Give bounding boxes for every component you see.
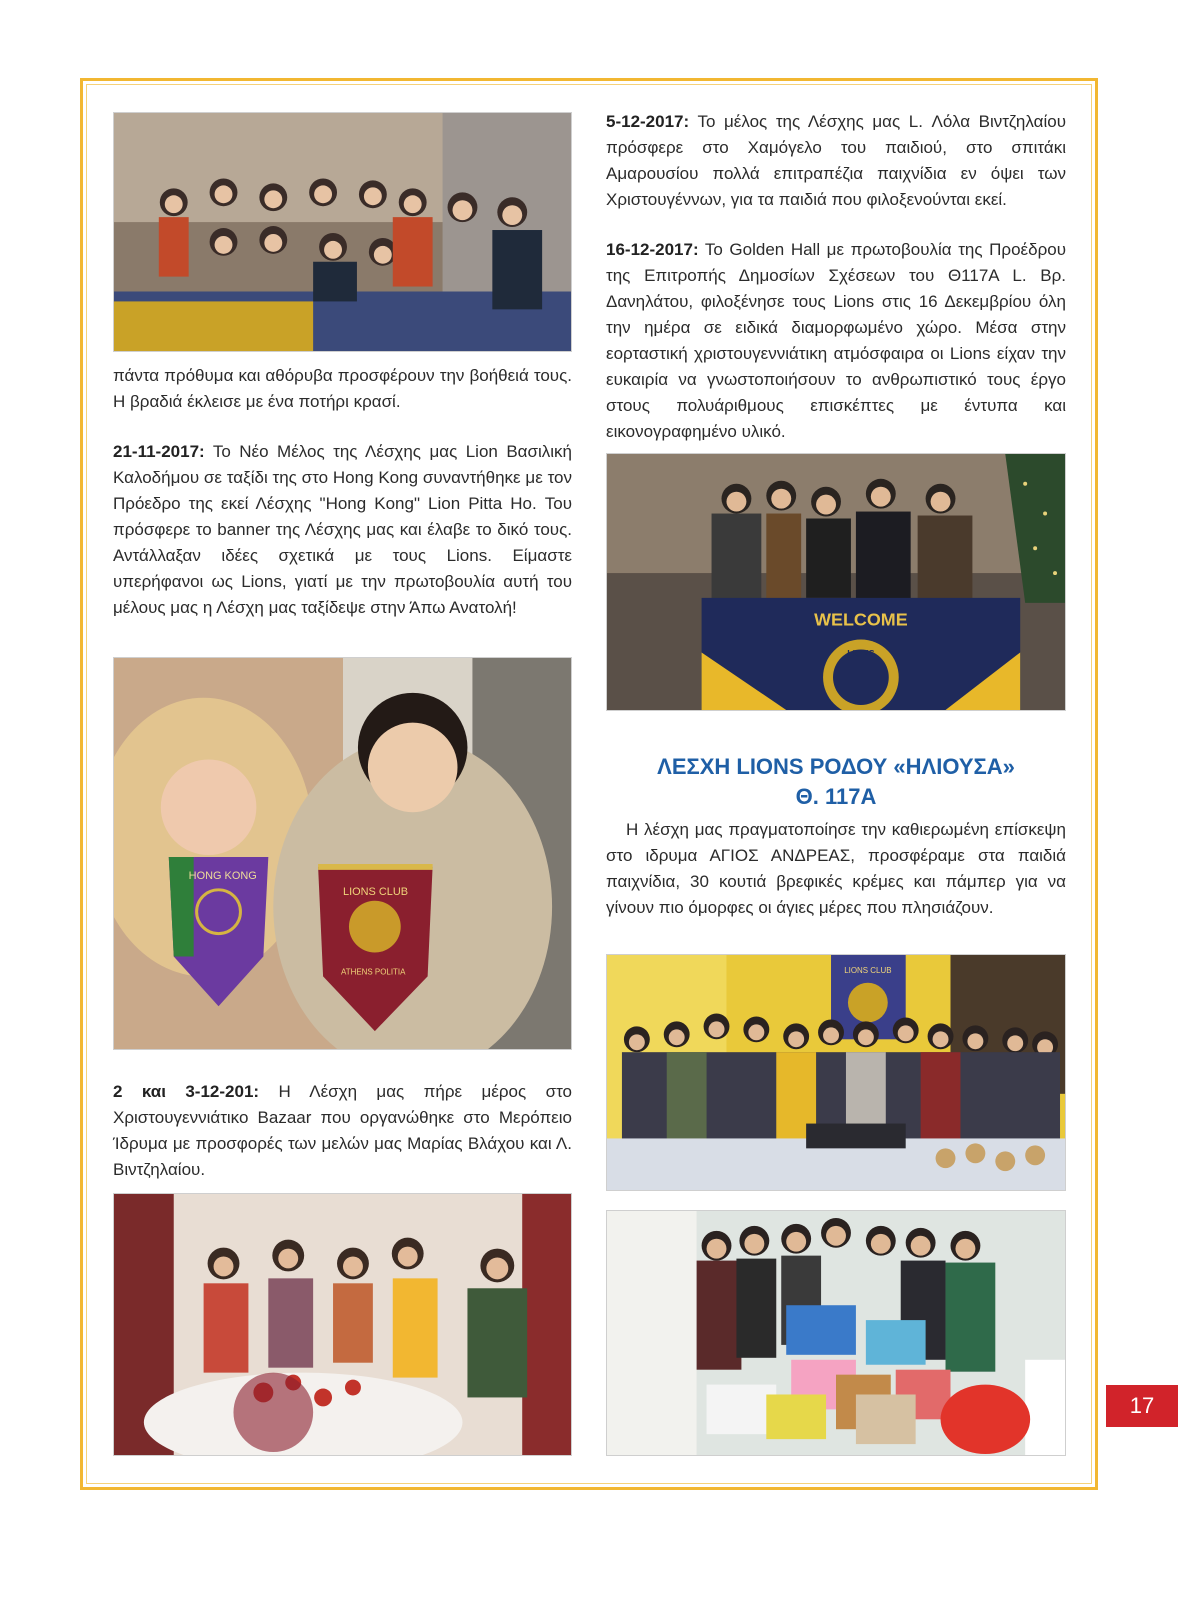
entry-21-11-2017	[113, 439, 572, 621]
section-title-line1: ΛΕΣΧΗ LIONS ΡΟΔΟΥ «ΗΛΙΟΥΣΑ»	[657, 754, 1015, 779]
section-title-line2: Θ. 117Α	[795, 784, 877, 809]
lions-logo-text: LIONS	[847, 648, 875, 659]
photo-toys-donation	[606, 1210, 1066, 1456]
photo-christmas-bazaar	[113, 1193, 572, 1456]
entry-date: 5-12-2017:	[606, 112, 690, 131]
entry-body: Το Golden Hall με πρωτοβουλία της Προέδρου της Επιτροπής Δημοσίων Σχέσεων του Θ117Α L. Βρ. Δανηλάτου, φιλοξένησε τους Lions στις 16 Δεκεμβρίου όλη την ημέρα σε ειδικά διαμορφωμένο χώρο. Μέσα στην εορταστική χριστουγεννιάτικη ατμόσφαιρα οι Lions είχαν την ευκαιρία να γνωστοποιήσουν το ανθρωπιστικό τους έργο στους πολυάριθμους επισκέπτες με έντυπα και εικονογραφημένο υλικό.	[606, 240, 1066, 441]
section-title	[606, 752, 1066, 812]
entry-2-3-12-201	[113, 1079, 572, 1183]
section-body: Η λέσχη μας πραγματοποίησε την καθιερωμένη επίσκεψη στο ιδρυμα ΑΓΙΟΣ ΑΝΔΡΕΑΣ, προσφέραμε στα παιδιά παιχνίδια, 30 κουτιά βρεφικές κρέμες και πάμπερ για να γίνουν πιο όμορφες οι άγιες μέρες που πλησιάζουν.	[606, 820, 1066, 917]
photo-pennant-exchange	[113, 657, 572, 1050]
entry-5-12-2017	[606, 109, 1066, 213]
entry-body: Το Νέο Μέλος της Λέσχης μας Lion Βασιλική Καλοδήμου σε ταξίδι της στο Hong Kong συναντήθηκε με τον Πρόεδρο της εκεί Λέσχης "Hong Kong" Lion Pitta Ho. Του πρόσφερε το banner της Λέσχης μας και έλαβε το δικό τους. Αντάλλαξαν ιδέες σχετικά με τους Lions. Είμαστε υπερήφανοι ως Lions, γιατί με την πρωτοβουλία αυτή του μέλους μας η Λέσχη μας ταξίδεψε στην Άπω Ανατολή!	[113, 442, 572, 617]
intro-paragraph: πάντα πρόθυμα και αθόρυβα προσφέρουν την βοήθειά τους. Η βραδιά έκλεισε με ένα ποτήρι κρασί.	[113, 366, 572, 411]
pennant-lionsclub-label: LIONS CLUB	[342, 885, 409, 898]
wall-banner-text: LIONS CLUB	[844, 965, 892, 975]
entry-16-12-2017	[606, 237, 1066, 445]
photo-agios-andreas-group	[606, 954, 1066, 1191]
pennant-athens-label: ATHENS POLITIA	[341, 967, 406, 977]
entry-body: Το μέλος της Λέσχης μας L. Λόλα Βιντζηλαίου πρόσφερε στο Χαμόγελο του παιδιού, στο σπιτάκι Αμαρουσίου πολλά επιτραπέζια παιχνίδια εν όψει των Χριστουγέννων, για τα παιδιά που φιλοξενούνται εκεί.	[606, 112, 1066, 209]
pennant-hongkong-label: HONG KONG	[188, 869, 257, 882]
photo-dinner-group	[113, 112, 572, 352]
photo-golden-hall	[606, 453, 1066, 711]
entry-date: 16-12-2017:	[606, 240, 699, 259]
entry-date: 21-11-2017:	[113, 442, 205, 461]
entry-date: 2 και 3-12-201:	[113, 1082, 260, 1101]
welcome-banner-text: WELCOME	[814, 609, 908, 630]
page-number: 17	[1106, 1385, 1178, 1427]
entry-body: Η Λέσχη μας πήρε μέρος στο Χριστουγεννιάτικο Bazaar που οργανώθηκε στο Μερόπειο Ίδρυμα με προσφορές των μελών μας Μαρίας Βλάχου και Λ. Βιντζηλαίου.	[113, 1082, 573, 1179]
